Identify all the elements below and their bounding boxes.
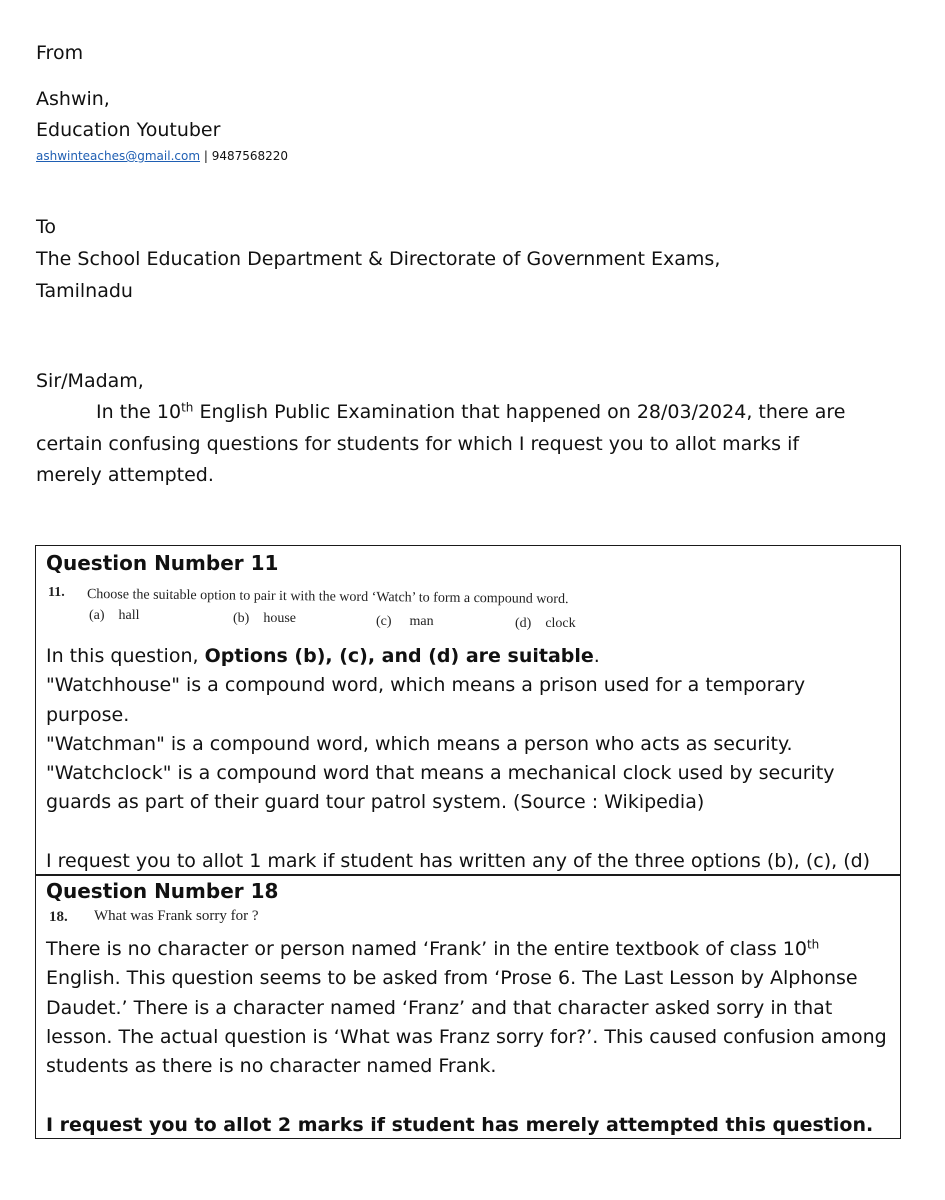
question-18-heading: Question Number 18 [46, 879, 279, 903]
sender-contact [36, 148, 288, 164]
sender-email-link[interactable]: ashwinteaches@gmail.com [36, 149, 201, 163]
sender-name: Ashwin, [36, 88, 110, 110]
question-11-text: Choose the suitable option to pair it with the word ‘Watch’ to form a compound word. [86, 587, 569, 608]
question-11-number: 11. [48, 585, 65, 600]
intro-text-2: English Public Examination that happened on 28/03/2024, there are certain confusing questions for students for which I request you to allot marks if merely attempted. [36, 401, 846, 486]
salutation: Sir/Madam, [36, 370, 144, 392]
question-18-request: I request you to allot 2 marks if student has merely attempted this question. [46, 1113, 874, 1136]
sender-phone: 9487568220 [211, 149, 289, 163]
lead-end: . [593, 645, 600, 667]
option-d-text: clock [545, 616, 576, 631]
option-a [89, 607, 140, 625]
lead-bold-text: Options (b), (c), and (d) are suitable [204, 645, 594, 667]
option-a-letter: (a) [89, 608, 105, 623]
intro-paragraph [36, 397, 866, 492]
body-text-2: English. This question seems to be asked from ‘Prose 6. The Last Lesson by Alphonse Daudet.’ There is a character named ‘Franz’ and that character asked sorry in that lesson. The actual question is ‘What was Franz sorry for?’. This caused confusion among students as there is no character named Frank. [46, 967, 887, 1078]
recipient-line-1: The School Education Department & Directorate of Government Exams, [36, 248, 721, 270]
question-18-explanation [46, 935, 892, 1140]
explanation-watchman: "Watchman" is a compound word, which means a person who acts as security. [46, 732, 793, 755]
question-11-box [35, 545, 901, 876]
intro-text-1: In the 10 [96, 401, 182, 423]
question-11-explanation [46, 642, 892, 876]
option-b [233, 610, 296, 628]
option-c-letter: (c) [376, 614, 392, 629]
question-11-heading: Question Number 11 [46, 551, 279, 575]
question-18-box [35, 874, 901, 1139]
explanation-watchclock: "Watchclock" is a compound word that means a mechanical clock used by security guards as part of their guard tour patrol system. (Source : Wikipedia) [46, 762, 835, 814]
option-d-letter: (d) [515, 616, 532, 631]
option-c [376, 613, 434, 631]
option-a-text: hall [118, 608, 140, 623]
to-label: To [36, 216, 57, 238]
question-18-text: What was Frank sorry for ? [94, 908, 259, 924]
question-11-request: I request you to allot 1 mark if student has written any of the three options (b), (c), (d) [46, 850, 871, 873]
recipient-line-2: Tamilnadu [36, 280, 133, 302]
body-superscript: th [806, 937, 820, 952]
lead-text: In this question, [46, 645, 205, 667]
body-text-1: There is no character or person named ‘Frank’ in the entire textbook of class 10 [46, 938, 807, 960]
question-11-lead [46, 642, 892, 671]
sender-title: Education Youtuber [36, 119, 221, 141]
from-label: From [36, 42, 84, 64]
explanation-watchhouse: "Watchhouse" is a compound word, which means a prison used for a temporary purpose. [46, 674, 806, 726]
option-b-letter: (b) [233, 611, 250, 626]
intro-superscript: th [181, 400, 194, 415]
contact-separator: | [200, 149, 212, 163]
option-b-text: house [263, 611, 296, 626]
question-18-body [46, 935, 892, 1081]
option-d [515, 615, 576, 633]
option-c-text: man [409, 614, 434, 629]
question-18-number: 18. [49, 909, 68, 925]
